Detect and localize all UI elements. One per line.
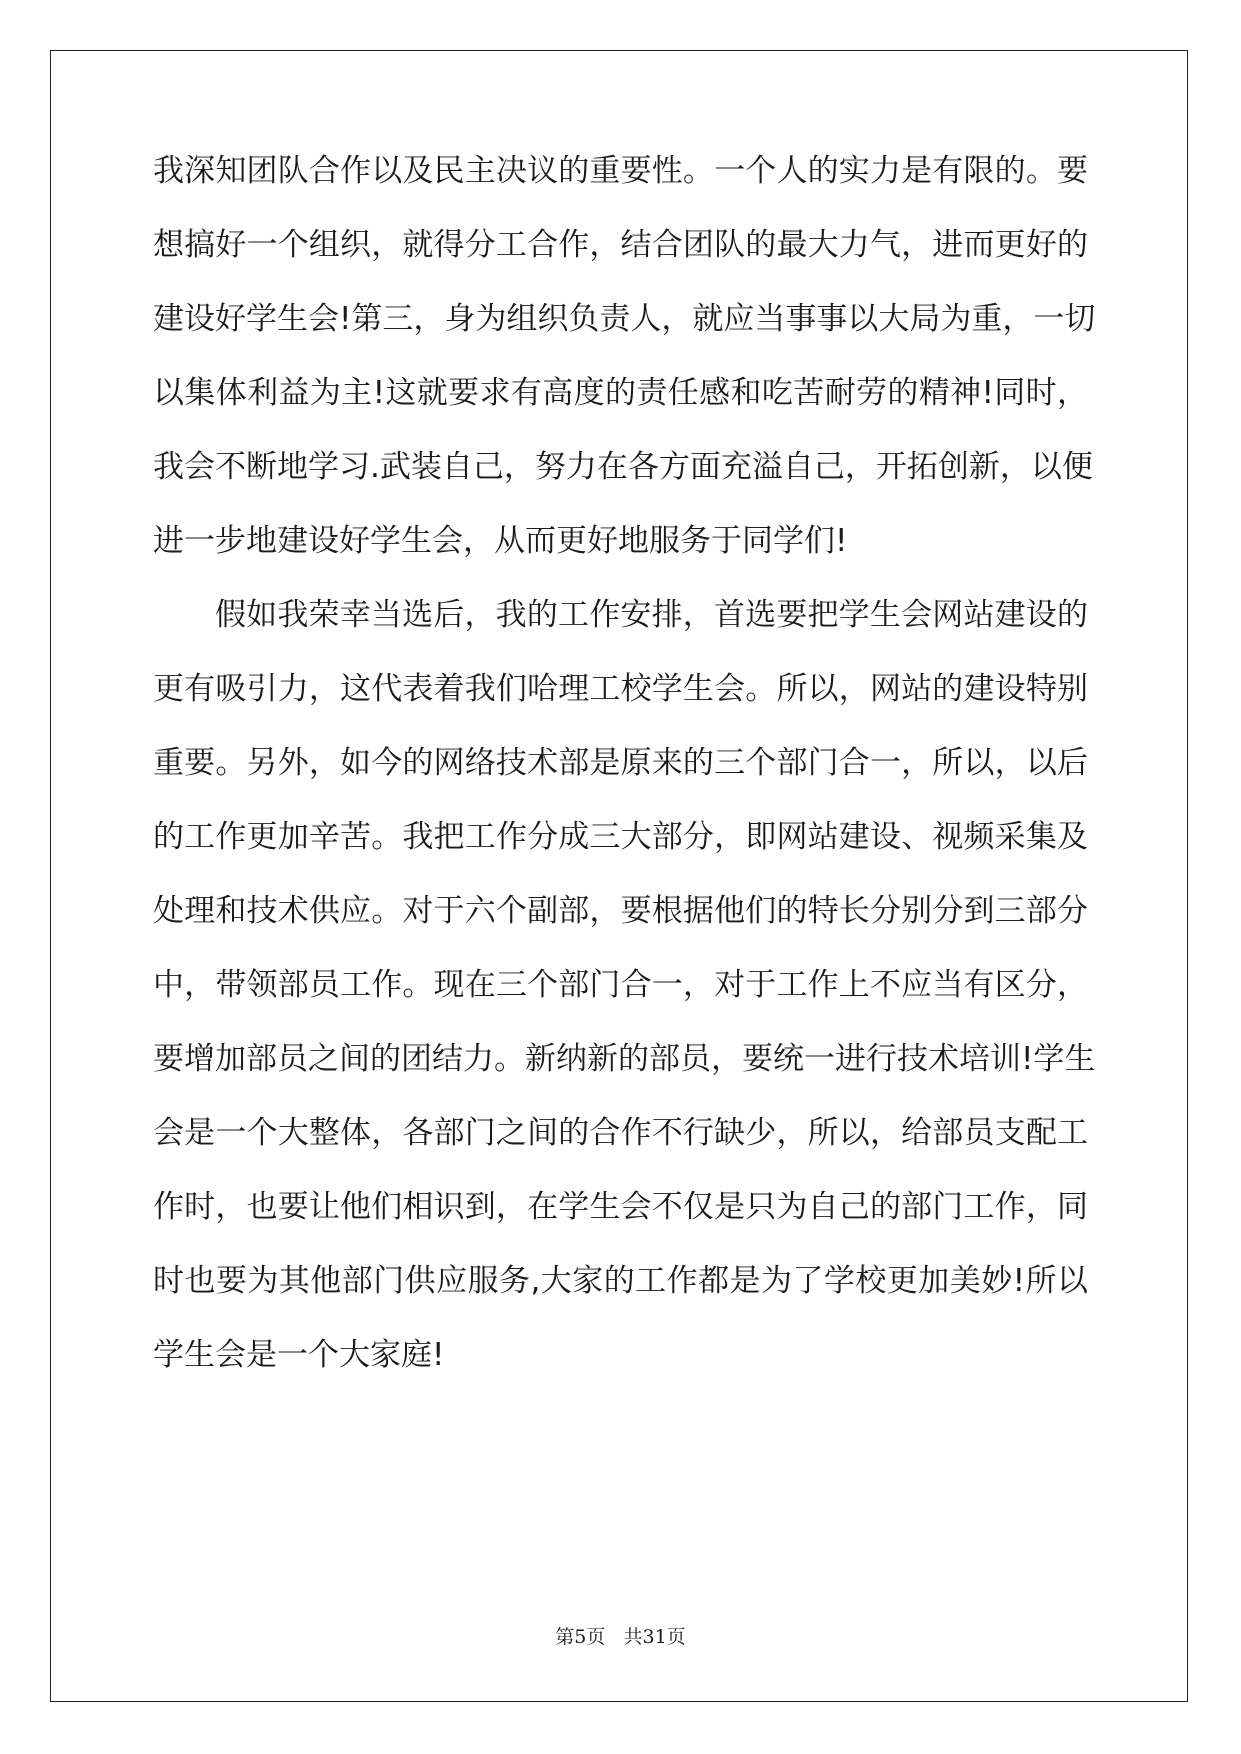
text-line: 学生会是一个大家庭! (153, 1337, 445, 1373)
text-line: 我深知团队合作以及民主决议的重要性。一个人的实力是有限的。要 (153, 153, 1088, 189)
text-line: 假如我荣幸当选后，我的工作安排，首选要把学生会网站建设的 (215, 597, 1088, 633)
text-line: 的工作更加辛苦。我把工作分成三大部分，即网站建设、视频采集及 (153, 819, 1088, 855)
text-line: 以集体利益为主!这就要求有高度的责任感和吃苦耐劳的精神!同时， (153, 375, 1088, 411)
text-line: 作时，也要让他们相识到，在学生会不仅是只为自己的部门工作，同 (153, 1189, 1088, 1225)
text-line: 处理和技术供应。对于六个副部，要根据他们的特长分别分到三部分 (153, 893, 1088, 929)
text-line: 时也要为其他部门供应服务,大家的工作都是为了学校更加美妙!所以 (153, 1263, 1088, 1299)
text-line: 想搞好一个组织，就得分工合作，结合团队的最大力气，进而更好的 (153, 227, 1088, 263)
page-number: 第5页 共31页 (555, 1626, 686, 1648)
text-line: 会是一个大整体，各部门之间的合作不行缺少，所以，给部员支配工 (153, 1115, 1088, 1151)
text-line: 重要。另外，如今的网络技术部是原来的三个部门合一，所以，以后 (153, 745, 1088, 781)
text-line: 更有吸引力，这代表着我们哈理工校学生会。所以，网站的建设特别 (153, 671, 1088, 707)
text-line: 中，带领部员工作。现在三个部门合一，对于工作上不应当有区分， (153, 967, 1088, 1003)
text-line: 我会不断地学习.武装自己，努力在各方面充溢自己，开拓创新，以便 (153, 449, 1093, 485)
text-line: 要增加部员之间的团结力。新纳新的部员，要统一进行技术培训!学生 (153, 1041, 1096, 1077)
text-line: 建设好学生会!第三，身为组织负责人，就应当事事以大局为重，一切 (153, 301, 1096, 337)
text-line: 进一步地建设好学生会，从而更好地服务于同学们! (153, 523, 848, 559)
